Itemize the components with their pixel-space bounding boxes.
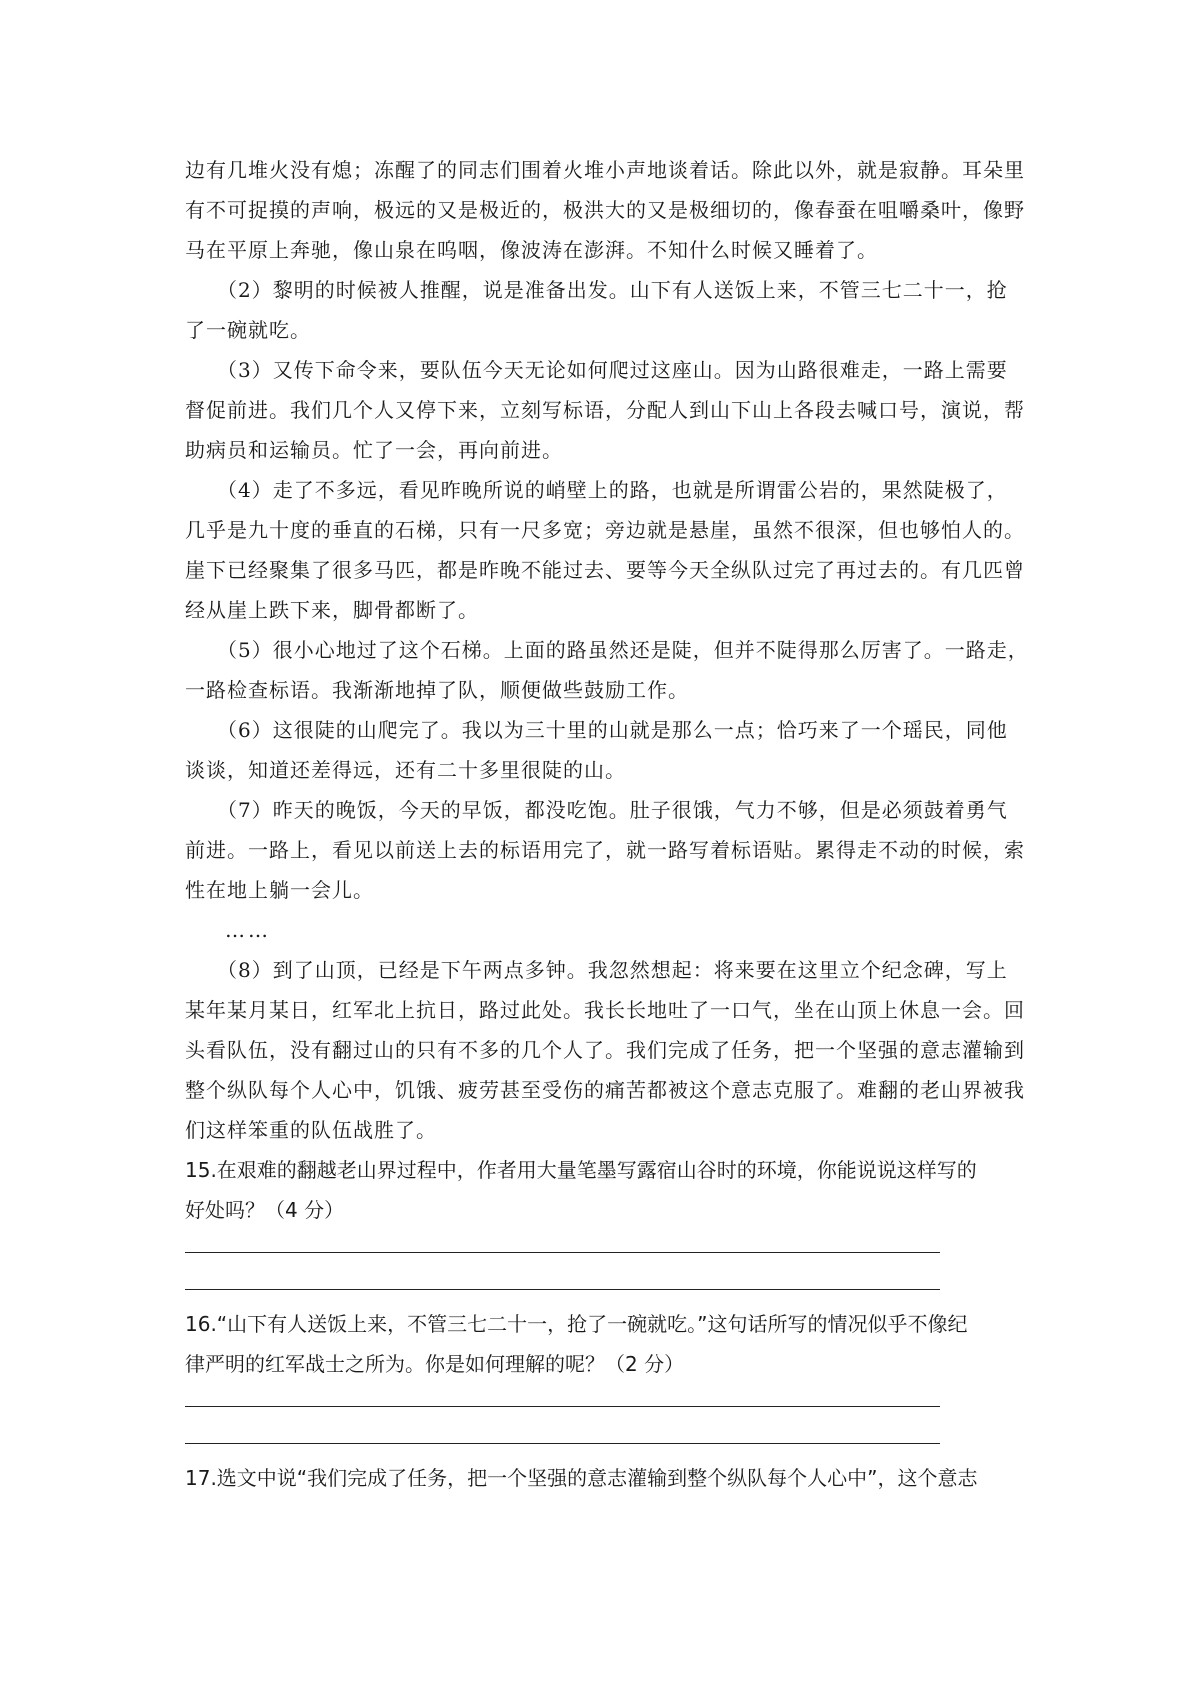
text-line: 们这样笨重的队伍战胜了。: [185, 1118, 437, 1142]
question-text: 16.“山下有人送饭上来，不管三七二十一，抢了一碗就吃。”这句话所写的情况似乎不像纪: [185, 1312, 968, 1336]
passage-paragraph-6: [185, 710, 1020, 790]
text-line: （8）到了山顶，已经是下午两点多钟。我忽然想起：将来要在这里立个纪念碑，写上: [217, 958, 1008, 982]
text-line: 某年某月某日，红军北上抗日，路过此处。我长长地吐了一口气，坐在山顶上休息一会。回: [185, 998, 1025, 1022]
document-page: [185, 150, 1029, 1498]
question-17: [185, 1458, 1020, 1498]
ellipsis: ……: [225, 918, 271, 942]
text-line: 了一碗就吃。: [185, 318, 311, 342]
text-line: （4）走了不多远，看见昨晚所说的峭壁上的路，也就是所谓雷公岩的，果然陡极了，: [217, 478, 1008, 502]
text-line: 几乎是九十度的垂直的石梯，只有一尺多宽；旁边就是悬崖，虽然不很深，但也够怕人的。: [185, 518, 1025, 542]
text-line: 性在地上躺一会儿。: [185, 878, 374, 902]
passage-paragraph-8: [185, 950, 1025, 1150]
text-line: 崖下已经聚集了很多马匹，都是昨晚不能过去、要等今天全纵队过完了再过去的。有几匹曾: [185, 558, 1025, 582]
question-text: 17.选文中说“我们完成了任务，把一个坚强的意志灌输到整个纵队每个人心中”，这个意志: [185, 1466, 978, 1490]
passage-paragraph-3: [185, 350, 1025, 470]
passage-paragraph-continued: [185, 150, 1025, 270]
text-line: 马在平原上奔驰，像山泉在呜咽，像波涛在澎湃。不知什么时候又睡着了。: [185, 238, 878, 262]
text-line: 助病员和运输员。忙了一会，再向前进。: [185, 438, 563, 462]
question-text: 15.在艰难的翻越老山界过程中，作者用大量笔墨写露宿山谷时的环境，你能说说这样写的: [185, 1158, 977, 1182]
text-line: （7）昨天的晚饭，今天的早饭，都没吃饱。肚子很饿，气力不够，但是必须鼓着勇气: [217, 798, 1008, 822]
question-text: 好处吗？（4 分）: [185, 1198, 345, 1222]
text-line: 一路检查标语。我渐渐地掉了队，顺便做些鼓励工作。: [185, 678, 689, 702]
text-line: （2）黎明的时候被人推醒，说是准备出发。山下有人送饭上来，不管三七二十一，抢: [217, 278, 1008, 302]
text-line: 有不可捉摸的声响，极远的又是极近的，极洪大的又是极细切的，像春蚕在咀嚼桑叶，像野: [185, 198, 1025, 222]
text-line: 边有几堆火没有熄；冻醒了的同志们围着火堆小声地谈着话。除此以外，就是寂静。耳朵里: [185, 158, 1025, 182]
question-text: 律严明的红军战士之所为。你是如何理解的呢？（2 分）: [185, 1352, 685, 1376]
passage-paragraph-5: [185, 630, 1029, 710]
text-line: （5）很小心地过了这个石梯。上面的路虽然还是陡，但并不陡得那么厉害了。一路走，: [217, 638, 1029, 662]
text-line: 谈谈，知道还差得远，还有二十多里很陡的山。: [185, 758, 626, 782]
text-line: 头看队伍，没有翻过山的只有不多的几个人了。我们完成了任务，把一个坚强的意志灌输到: [185, 1038, 1025, 1062]
text-line: 整个纵队每个人心中，饥饿、疲劳甚至受伤的痛苦都被这个意志克服了。难翻的老山界被我: [185, 1078, 1025, 1102]
passage-paragraph-4: [185, 470, 1025, 630]
question-16: [185, 1304, 1020, 1384]
text-line: （6）这很陡的山爬完了。我以为三十里的山就是那么一点；恰巧来了一个瑶民，同他: [217, 718, 1008, 742]
text-line: （3）又传下命令来，要队伍今天无论如何爬过这座山。因为山路很难走，一路上需要: [217, 358, 1008, 382]
passage-paragraph-2: [185, 270, 1020, 350]
passage-paragraph-7: [185, 790, 1025, 910]
text-line: 经从崖上跌下来，脚骨都断了。: [185, 598, 479, 622]
text-line: 前进。一路上，看见以前送上去的标语用完了，就一路写着标语贴。累得走不动的时候，索: [185, 838, 1025, 862]
question-15: [185, 1150, 1020, 1230]
text-line: 督促前进。我们几个人又停下来，立刻写标语，分配人到山下山上各段去喊口号，演说，帮: [185, 398, 1025, 422]
